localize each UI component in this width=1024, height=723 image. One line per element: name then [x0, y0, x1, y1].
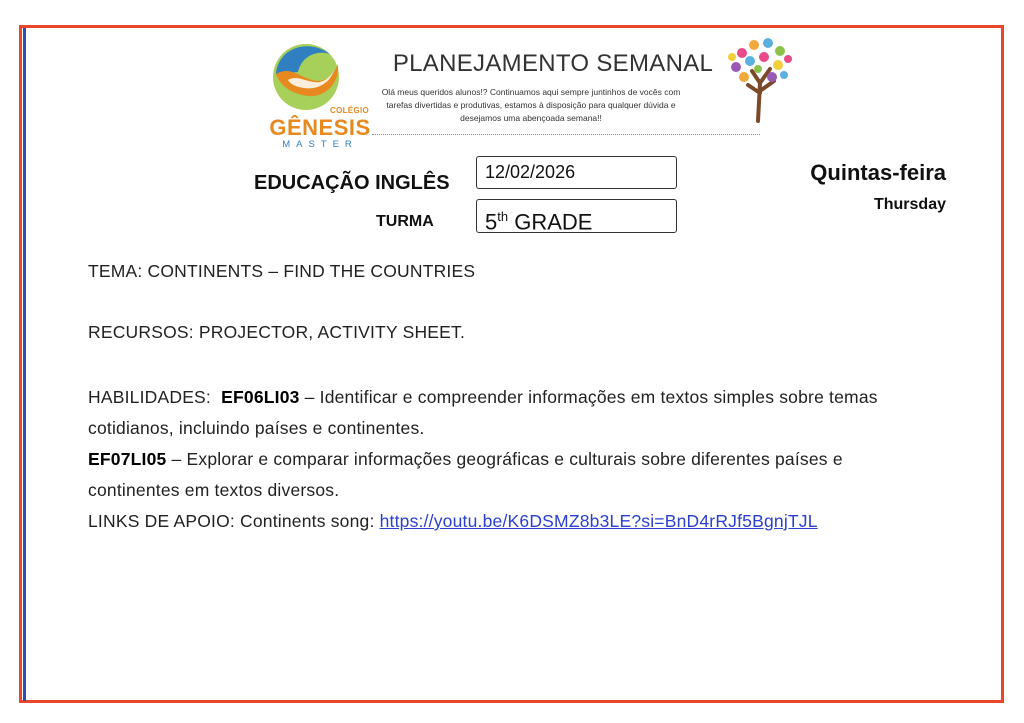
support-link[interactable]: https://youtu.be/K6DSMZ8b3LE?si=BnD4rRJf5BgnjTJL	[379, 511, 818, 531]
logo-text-master: MASTER	[282, 139, 358, 150]
date-value: 12/02/2026	[485, 162, 576, 182]
greeting-message: Olá meus queridos alunos!? Continuamos aqui sempre juntinhos de vocês com tarefas divertidas e produtivas, estamos à disposição para qualquer dúvida e desejamos uma abençoada semana!!	[381, 87, 681, 123]
weekday-portuguese: Quintas-feira	[810, 160, 946, 185]
page-border	[19, 25, 1004, 703]
lesson-theme: TEMA: CONTINENTS – FIND THE COUNTRIES	[88, 261, 476, 281]
header-divider	[372, 134, 760, 135]
skill-text-1: – Identificar e compreender informações em textos simples sobre temas cotidianos, incluindo países e continentes.	[88, 387, 878, 438]
skill-code-2: EF07LI05	[88, 449, 167, 469]
skills-label: HABILIDADES:	[88, 387, 211, 407]
date-field[interactable]	[476, 156, 677, 189]
grade-suffix: th	[497, 209, 509, 224]
lesson-skills	[88, 382, 928, 537]
subject-label: EDUCAÇÃO INGLÊS	[254, 172, 450, 194]
colorful-tree-icon	[722, 33, 796, 123]
grade-word: GRADE	[514, 209, 593, 235]
weekday-english: Thursday	[873, 196, 946, 213]
lesson-resources: RECURSOS: PROJECTOR, ACTIVITY SHEET.	[88, 322, 466, 342]
logo-text-genesis: GÊNESIS	[269, 115, 371, 140]
school-logo	[268, 40, 372, 152]
logo-emblem-icon	[268, 40, 372, 110]
grade-number: 5	[485, 209, 498, 235]
logo-text-colegio: COLÉGIO	[330, 106, 369, 115]
links-label: LINKS DE APOIO: Continents song:	[88, 511, 380, 531]
class-label: TURMA	[376, 213, 434, 230]
skill-code-1: EF06LI03	[221, 387, 300, 407]
skill-text-2: – Explorar e comparar informações geográficas e culturais sobre diferentes países e continentes em textos diversos.	[88, 449, 843, 500]
grade-field[interactable]	[476, 199, 677, 233]
page-title: PLANEJAMENTO SEMANAL	[392, 50, 714, 77]
page-border-accent	[23, 28, 26, 701]
